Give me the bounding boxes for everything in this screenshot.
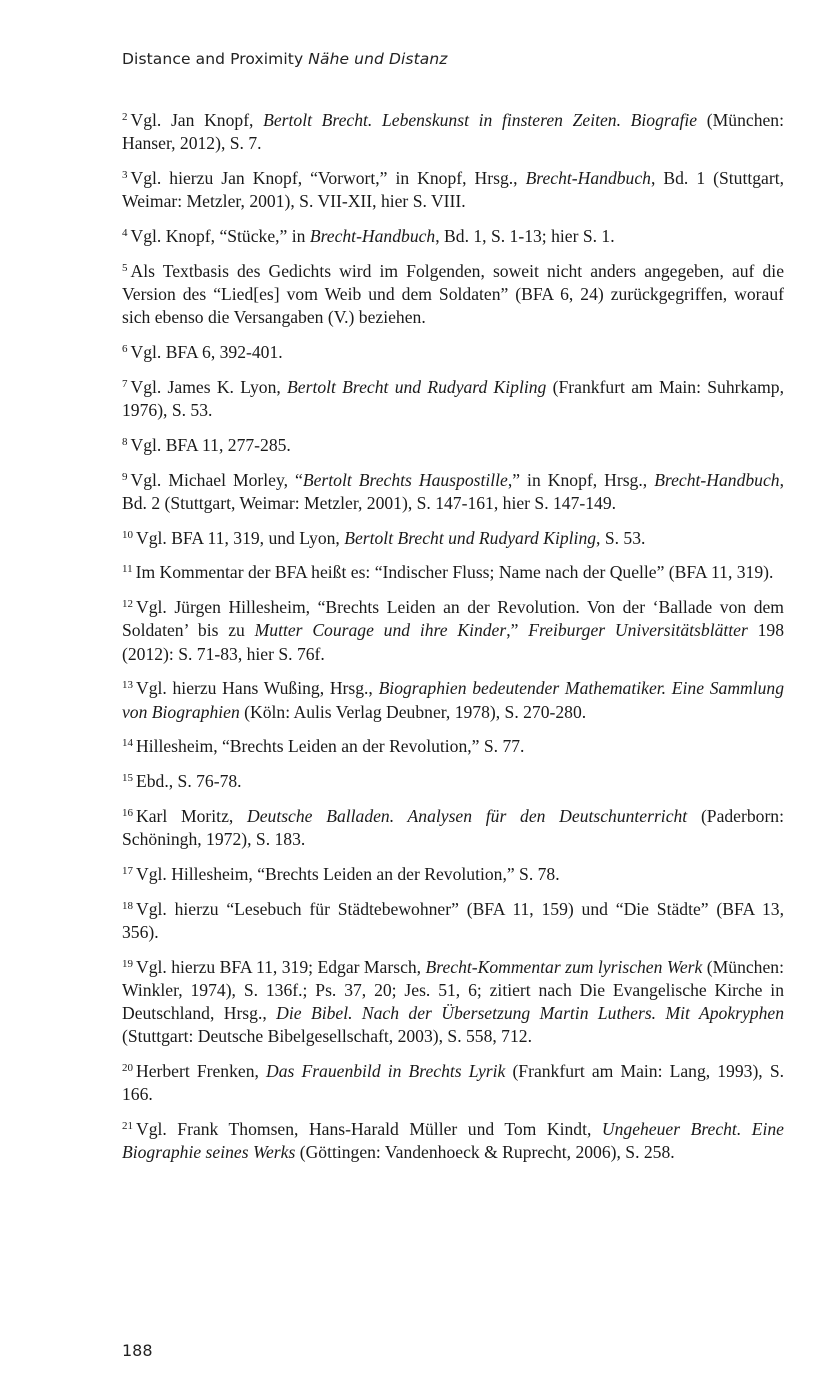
footnote-number: 13 [122,679,133,692]
footnote-text: Vgl. Hillesheim, “Brechts Leiden an der Revolution,” S. 78. [136,863,560,884]
footnote [122,898,784,944]
footnote-text: Hillesheim, “Brechts Leiden an der Revolution,” S. 77. [136,736,525,757]
footnote [122,167,784,213]
footnote-number: 2 [122,111,128,123]
footnote-number: 4 [122,227,128,239]
running-header [122,50,448,68]
footnote-number: 11 [122,563,133,576]
footnote-number: 14 [122,737,133,750]
footnote [122,561,784,584]
footnote-text: (Göttingen: Vandenhoeck & Ruprecht, 2006), S. 258. [295,1142,675,1163]
footnote-number: 12 [122,598,133,611]
footnote-number: 21 [122,1120,133,1133]
footnote-text: Als Textbasis des Gedichts wird im Folgenden, soweit nicht anders angegeben, auf die Version des “Lied[es] vom Weib und dem Soldaten” (BFA 6, 24) zurückgegriffen, worauf sich ebenso die Versangaben (V.) beziehen. [122,260,784,328]
footnote-text: (München: Winkler, 1974), S. 136f.; Ps. 37, 20; Jes. 51, 6; zitiert nach Die Evangelische Kirche in Deutschland, Hrsg., [122,956,784,1024]
footnote-number: 19 [122,957,133,970]
footnote-text: , Bd. 1 (Stuttgart, Weimar: Metzler, 2001), S. VII-XII, hier S. VIII. [122,168,784,212]
footnote-text: Vgl. Frank Thomsen, Hans-Harald Müller und Tom Kindt, [136,1119,602,1140]
footnote-number: 7 [122,377,128,390]
footnote-text: , Bd. 2 (Stuttgart, Weimar: Metzler, 2001), S. 147-161, hier S. 147-149. [122,469,784,513]
footnote-text: ,” in Knopf, Hrsg., [507,469,655,490]
footnote [122,863,784,886]
footnote [122,770,784,793]
footnote-text: Vgl. BFA 11, 319, und Lyon, [136,527,345,548]
footnote-text: Vgl. hierzu Jan Knopf, “Vorwort,” in Knopf, Hrsg., [130,168,526,188]
footnote [122,434,784,457]
footnote-number: 8 [122,435,128,448]
footnote-text: Vgl. Knopf, “Stücke,” in [130,226,310,246]
footnote-title: Die Bibel. Nach der Übersetzung Martin Luthers. Mit Apokryphen [276,1003,784,1024]
footnote [122,527,784,550]
footnote [122,109,784,155]
footnote-text: ,” [506,620,529,641]
footnote-number: 15 [122,772,133,785]
footnote-number: 10 [122,528,133,541]
footnotes-list [122,109,784,1176]
footnote-text: Vgl. Jan Knopf, [130,110,264,130]
footnote-text: (Frankfurt am Main: Lang, 1993), S. 166. [122,1061,784,1105]
footnote [122,1060,784,1106]
footnote-text: Vgl. BFA 6, 392-401. [130,342,283,362]
footnote-text: (Frankfurt am Main: Suhrkamp, 1976), S. 53. [122,376,784,420]
footnote-number: 6 [122,343,128,355]
footnote [122,341,784,364]
footnote-text: Vgl. hierzu BFA 11, 319; Edgar Marsch, [136,956,426,977]
page-number: 188 [122,1341,153,1360]
footnote [122,260,784,330]
footnote-title: Bertolt Brecht. Lebenskunst in finsteren Zeiten. Biografie [263,110,698,130]
footnote-number: 5 [122,261,128,274]
footnote-text: 198 (2012): S. 71-83, hier S. 76f. [122,620,784,664]
footnote-title: Bertolt Brecht und Rudyard Kipling [344,527,597,548]
footnote-number: 3 [122,169,128,181]
footnote-number: 9 [122,470,128,483]
footnote-number: 17 [122,864,133,877]
footnote-title: Brecht-Handbuch [525,168,651,188]
footnote-text: Karl Moritz, [136,805,248,826]
footnote-text: Ebd., S. 76-78. [136,771,242,792]
footnote-title: Mutter Courage und ihre Kinder [254,620,507,641]
footnote [122,956,784,1049]
footnote-title: Ungeheuer Brecht. Eine Biographie seines Werks [122,1119,784,1163]
footnote [122,596,784,666]
footnote-text: Vgl. Jürgen Hillesheim, “Brechts Leiden an der Revolution. Von der ‘Ballade von dem Soldaten’ bis zu [122,597,784,641]
footnote-number: 16 [122,806,133,819]
footnote-text: Vgl. hierzu Hans Wußing, Hrsg., [136,678,379,699]
footnote-title: Freiburger Universitätsblätter [528,620,748,641]
footnote-text: , Bd. 1, S. 1-13; hier S. 1. [435,226,615,246]
footnote-text: , S. 53. [596,527,646,548]
footnote-title: Brecht-Handbuch [654,469,780,490]
footnote-text: Vgl. BFA 11, 277-285. [130,434,291,455]
header-title-en: Distance and Proximity [122,50,304,68]
footnote-title: Bertolt Brechts Hauspostille [302,469,508,490]
footnote-title: Das Frauenbild in Brechts Lyrik [266,1061,506,1082]
footnote-text: (Stuttgart: Deutsche Bibelgesellschaft, 2003), S. 558, 712. [122,1026,532,1047]
footnote-title: Deutsche Balladen. Analysen für den Deutschunterricht [247,805,688,826]
footnote [122,469,784,515]
footnote [122,225,784,248]
footnote [122,735,784,758]
footnote [122,1118,784,1164]
footnote [122,677,784,723]
footnote-text: (Paderborn: Schöningh, 1972), S. 183. [122,805,784,850]
footnote-number: 20 [122,1062,133,1075]
footnote-text: Vgl. James K. Lyon, [130,376,288,397]
footnote-title: Biographien bedeutender Mathematiker. Eine Sammlung von Biographien [122,678,785,722]
footnote-number: 18 [122,899,133,912]
footnote [122,376,784,422]
footnote-title: Brecht-Handbuch [309,226,436,246]
footnote-text: (Köln: Aulis Verlag Deubner, 1978), S. 270-280. [239,701,587,722]
footnote-text: Herbert Frenken, [136,1061,266,1082]
footnote-title: Brecht-Kommentar zum lyrischen Werk [425,956,703,977]
footnote-text: Vgl. hierzu “Lesebuch für Städtebewohner” (BFA 11, 159) und “Die Städte” (BFA 13, 356). [122,898,784,942]
footnote-text: (München: Hanser, 2012), S. 7. [122,110,784,154]
footnote-text: Im Kommentar der BFA heißt es: “Indischer Fluss; Name nach der Quelle” (BFA 11, 319). [135,562,774,583]
footnote-text: Vgl. Michael Morley, “ [130,469,303,490]
footnote [122,805,784,851]
footnote-title: Bertolt Brecht und Rudyard Kipling [287,376,547,397]
header-title-de: Nähe und Distanz [308,50,448,68]
